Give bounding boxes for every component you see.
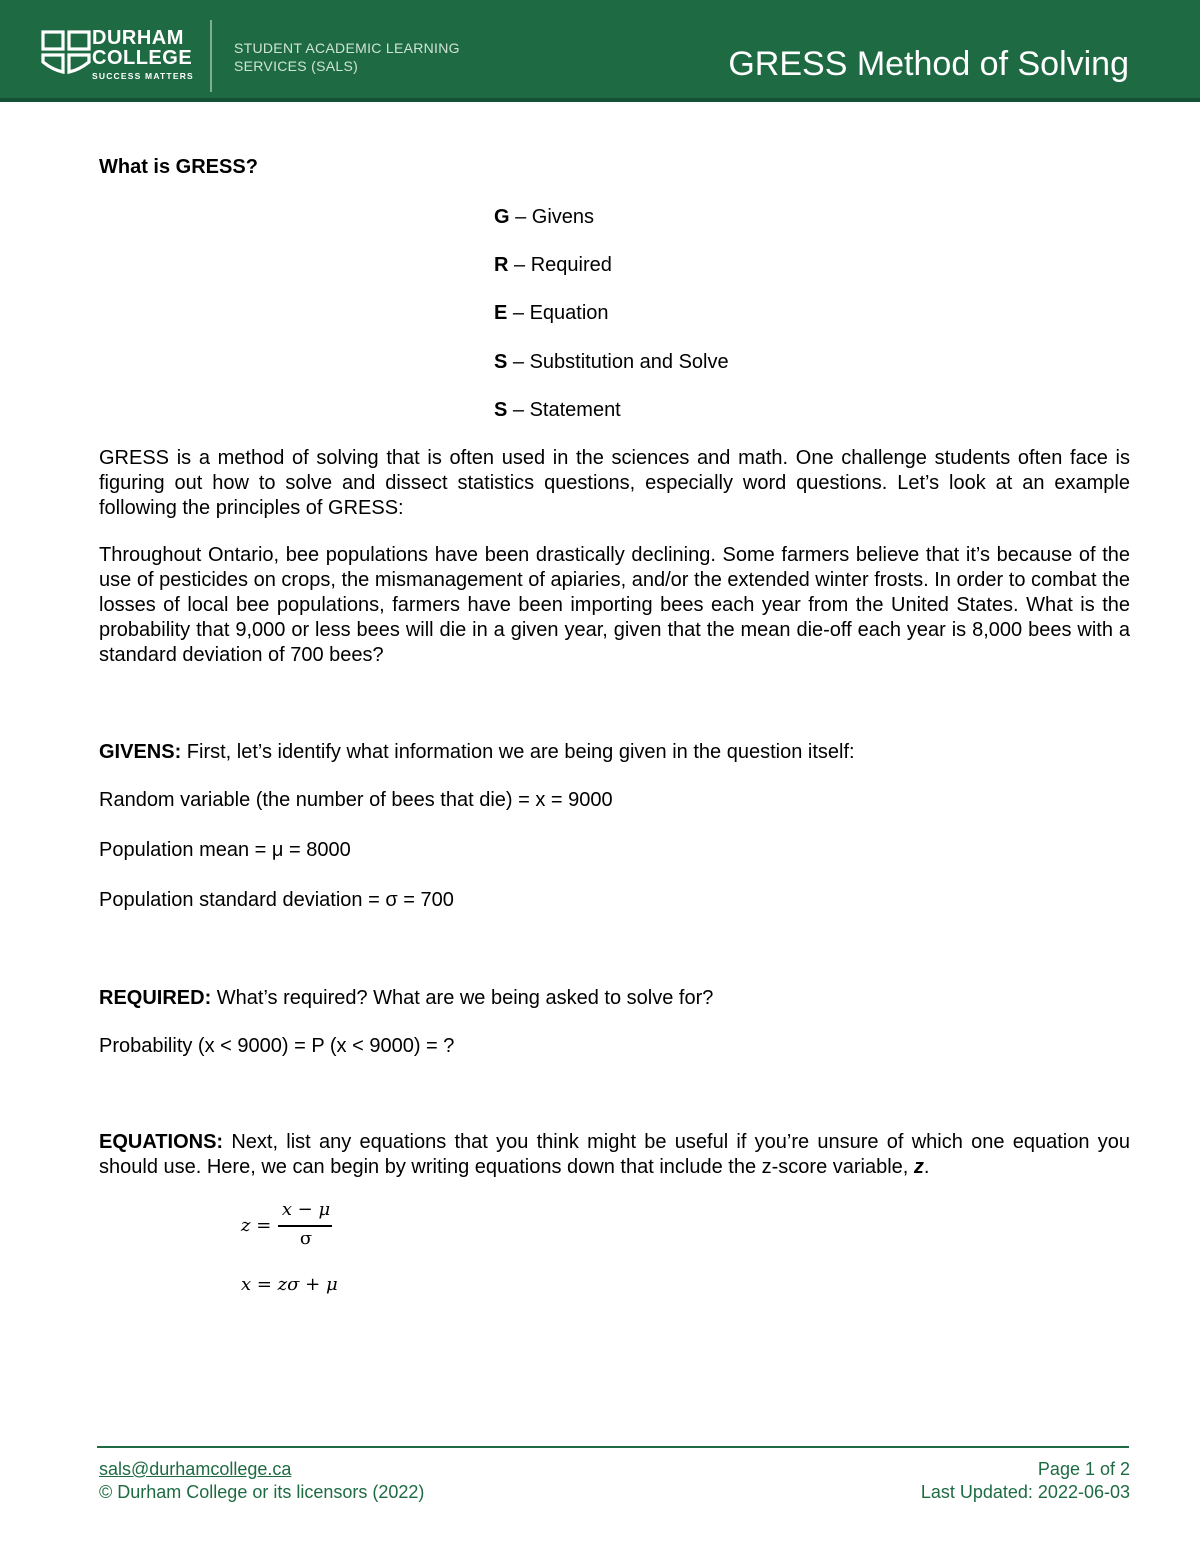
required-intro: What’s required? What are we being asked to solve for? <box>211 987 714 1009</box>
gress-item-substitution <box>494 350 729 375</box>
brand-tagline: SUCCESS MATTERS <box>92 71 194 81</box>
gress-letter: R <box>494 254 509 276</box>
durham-shield-logo-icon <box>40 28 92 80</box>
gress-letter: G <box>494 206 510 228</box>
gress-meaning: – Givens <box>509 206 595 228</box>
equations-variable: z <box>913 1156 924 1178</box>
gress-letter: S <box>494 351 508 373</box>
equation-1-lhs: z = <box>241 1215 272 1236</box>
gress-meaning: – Substitution and Solve <box>507 351 729 373</box>
header-divider <box>210 20 212 92</box>
given-standard-deviation: Population standard deviation = σ = 700 <box>99 889 454 911</box>
college-brand <box>92 28 194 82</box>
footer-copyright: © Durham College or its licensors (2022) <box>99 1482 425 1502</box>
gress-letter: S <box>494 399 508 421</box>
equations-intro: Next, list any equations that you think might be useful if you’re unsure of which one equation you should use. Here, we can begin by writing equations down that include the z-score variable, <box>99 1131 1130 1178</box>
givens-label: GIVENS: <box>99 741 182 763</box>
equation-1-denominator: σ <box>299 1228 313 1249</box>
required-heading <box>99 986 713 1011</box>
gress-meaning: – Statement <box>507 399 621 421</box>
document-title: GRESS Method of Solving <box>728 45 1129 83</box>
equations-label: EQUATIONS: <box>99 1131 224 1153</box>
gress-item-equation <box>494 301 609 326</box>
gress-meaning: – Equation <box>507 302 609 324</box>
equations-paragraph <box>99 1130 1130 1180</box>
gress-letter: E <box>494 302 508 324</box>
gress-item-givens <box>494 205 594 230</box>
footer-page-number: Page 1 of 2 <box>1037 1459 1130 1479</box>
equation-1-numerator: x − μ <box>281 1199 331 1220</box>
givens-heading <box>99 740 855 765</box>
required-probability: Probability (x < 9000) = P (x < 9000) = ? <box>99 1035 455 1057</box>
intro-paragraph: GRESS is a method of solving that is often used in the sciences and math. One challenge students often face is figuring out how to solve and dissect statistics questions, especially word questions. Let’s look at an example following the principles of GRESS: <box>99 447 1130 519</box>
brand-line-1: DURHAM <box>92 27 184 49</box>
bee-problem-paragraph: Throughout Ontario, bee populations have been drastically declining. Some farmers believe that it’s because of the use of pesticides on crops, the mismanagement of apiaries, and/or the extended winter frosts. In order to combat the losses of local bee populations, farmers have been importing bees each year from the United States. What is the probability that 9,000 or less bees will die in a given year, given that the mean die-off each year is 8,000 bees with a standard deviation of 700 bees? <box>99 544 1130 666</box>
equations-intro-end: . <box>923 1156 930 1178</box>
equation-2: x = zσ + μ <box>241 1274 338 1295</box>
brand-line-2: COLLEGE <box>92 47 193 69</box>
required-label: REQUIRED: <box>99 987 212 1009</box>
given-population-mean: Population mean = μ = 8000 <box>99 839 351 861</box>
department-line-2: SERVICES (SALS) <box>234 58 359 74</box>
gress-item-required <box>494 253 612 278</box>
gress-item-statement <box>494 398 621 423</box>
givens-intro: First, let’s identify what information we are being given in the question itself: <box>181 741 855 763</box>
gress-meaning: – Required <box>508 254 612 276</box>
given-random-variable: Random variable (the number of bees that die) = x = 9000 <box>99 789 613 811</box>
footer-email-link[interactable]: sals@durhamcollege.ca <box>99 1459 292 1479</box>
footer-last-updated: Last Updated: 2022-06-03 <box>920 1482 1130 1502</box>
section-heading-what-is-gress: What is GRESS? <box>99 156 258 178</box>
department-name <box>234 39 460 75</box>
equation-1-fraction-bar <box>278 1225 332 1227</box>
page-header <box>0 0 1200 102</box>
footer-divider <box>97 1446 1129 1448</box>
department-line-1: STUDENT ACADEMIC LEARNING <box>234 40 460 56</box>
